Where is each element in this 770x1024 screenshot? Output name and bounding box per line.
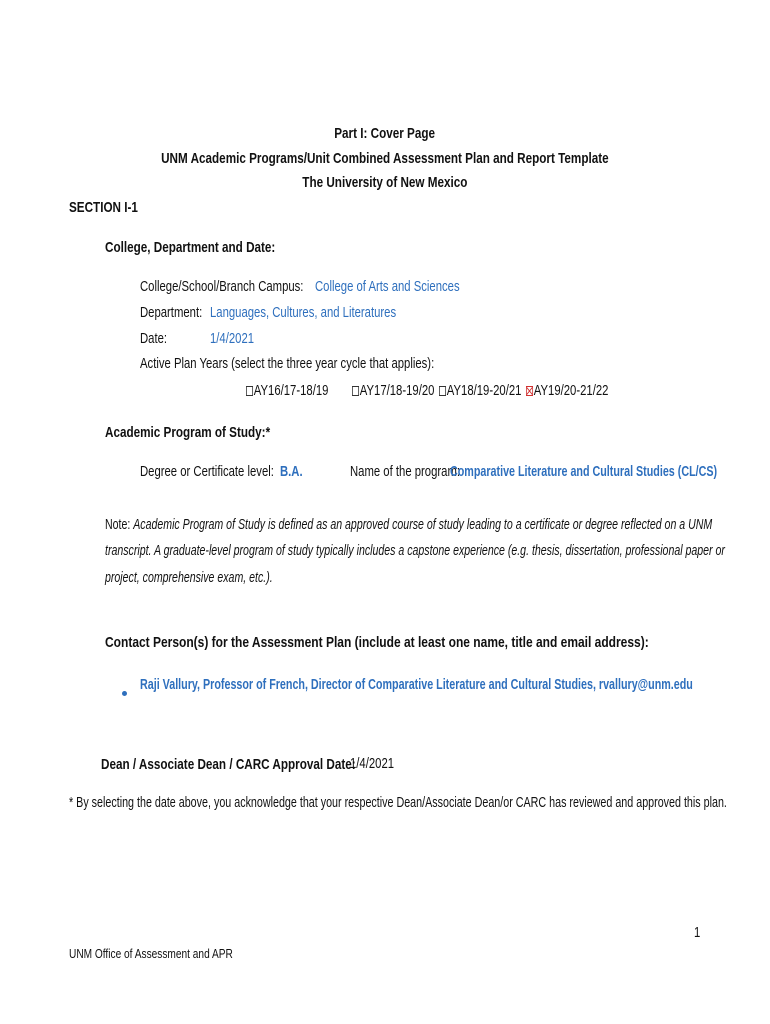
page-number: 1 [694, 925, 701, 941]
contact-person[interactable]: Raji Vallury, Professor of French, Director of Comparative Literature and Cultural Studies, rvallury@unm.edu [140, 677, 693, 693]
degree-value[interactable]: B.A. [280, 464, 303, 480]
approval-date[interactable]: 1/4/2021 [350, 756, 395, 772]
department-value[interactable]: Languages, Cultures, and Literatures [210, 305, 397, 321]
date-value[interactable]: 1/4/2021 [210, 331, 255, 347]
college-value[interactable]: College of Arts and Sciences [315, 279, 460, 295]
footer-office: UNM Office of Assessment and APR [69, 946, 233, 961]
bullet-icon [122, 683, 127, 701]
department-label: Department: [140, 305, 203, 321]
college-heading: College, Department and Date: [105, 239, 276, 256]
approval-label: Dean / Associate Dean / CARC Approval Date: [101, 756, 356, 773]
section-label: SECTION I-1 [69, 199, 138, 216]
program-name-label: Name of the program: [350, 464, 461, 480]
plan-year-option[interactable]: AY18/19-20/21 [439, 383, 545, 399]
note-line-3: project, comprehensive exam, etc.). [105, 570, 273, 586]
college-label: College/School/Branch Campus: [140, 279, 304, 295]
checkbox-icon[interactable] [439, 386, 446, 396]
plan-year-option[interactable]: AY16/17-18/19 [246, 383, 352, 399]
date-label: Date: [140, 331, 168, 347]
program-heading: Academic Program of Study:* [105, 424, 271, 441]
plan-years-label: Active Plan Years (select the three year cycle that applies): [140, 356, 435, 372]
plan-year-option[interactable]: AY17/18-19/20 [352, 383, 458, 399]
document-title: UNM Academic Programs/Unit Combined Assessment Plan and Report Template [161, 150, 609, 167]
part-heading: Part I: Cover Page [334, 125, 436, 142]
degree-label: Degree or Certificate level: [140, 464, 274, 480]
note-line-1: Note: Academic Program of Study is defined as an approved course of study leading to a certificate or degree reflected on a UNM [105, 517, 713, 533]
checkbox-icon[interactable] [352, 386, 359, 396]
approval-disclaimer: * By selecting the date above, you acknowledge that your respective Dean/Associate Dean/or CARC has reviewed and approved this plan. [69, 795, 727, 811]
university-name: The University of New Mexico [302, 174, 468, 191]
contact-heading: Contact Person(s) for the Assessment Plan (include at least one name, title and email address): [105, 634, 649, 651]
checked-checkbox-icon[interactable] [526, 386, 533, 396]
program-name-value[interactable]: Comparative Literature and Cultural Studies (CL/CS) [450, 464, 718, 480]
plan-year-option-selected[interactable]: AY19/20-21/22 [526, 383, 632, 399]
checkbox-icon[interactable] [246, 386, 253, 396]
note-line-2: transcript. A graduate-level program of study typically includes a capstone experience (e.g. thesis, dissertation, professional paper or [105, 543, 725, 559]
